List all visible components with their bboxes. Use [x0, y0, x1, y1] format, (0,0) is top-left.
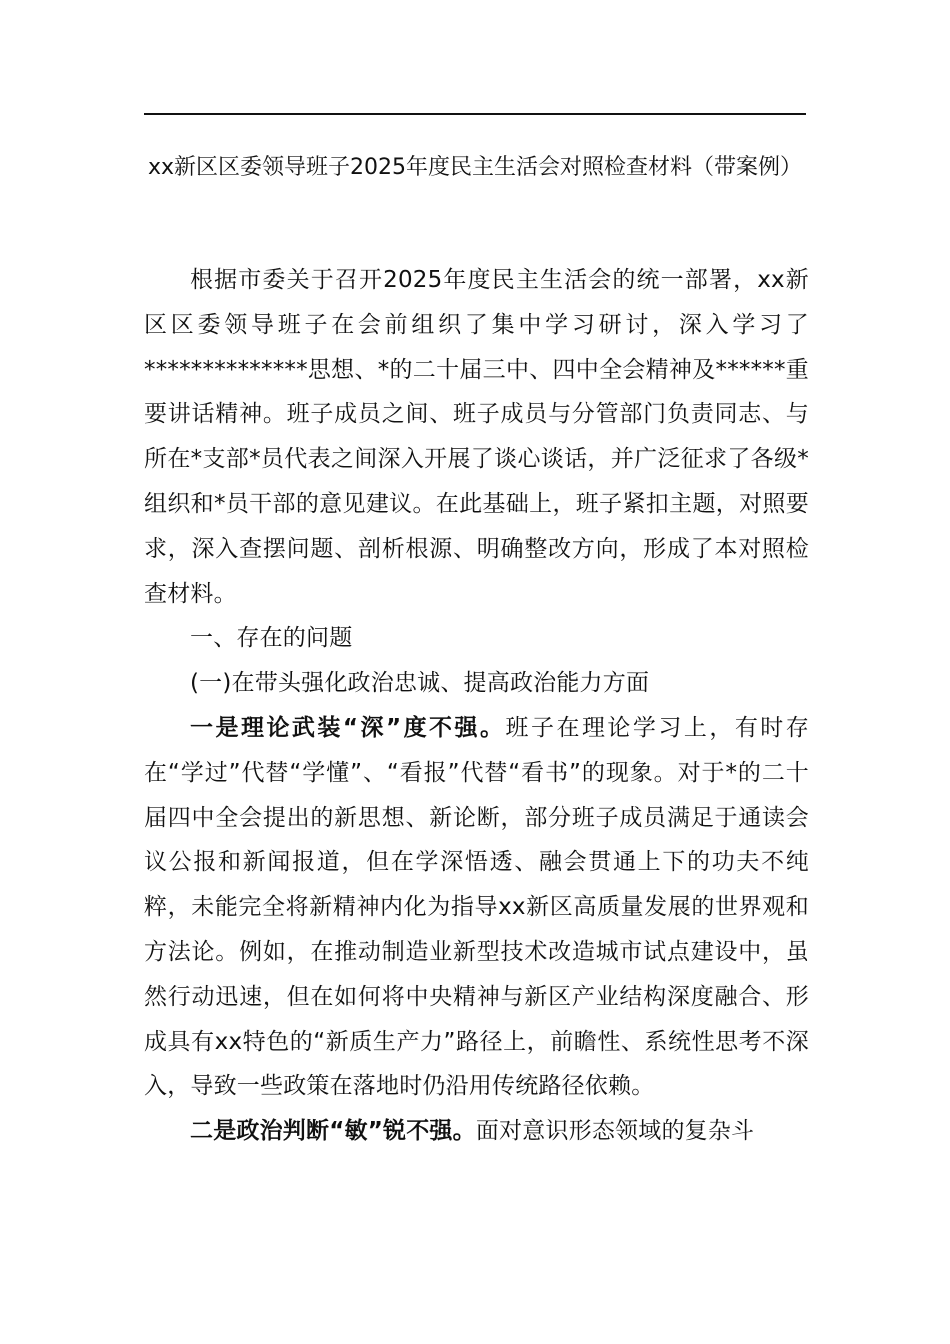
intro-paragraph: 根据市委关于召开2025年度民主生活会的统一部署，xx新区区委领导班子在会前组织了集中学习研讨，深入学习了**************思想、*的二十届三中、四中全会精神及******重要讲话精神。班子成员之间、班子成员与分管部门负责同志、与所在*支部*员代表之间深入开展了谈心谈话，并广泛征求了各级*组织和*员干部的意见建议。在此基础上，班子紧扣主题，对照要求，深入查摆问题、剖析根源、明确整改方向，形成了本对照检查材料。 — [144, 267, 809, 607]
item-1-paragraph — [144, 706, 809, 1109]
item-2-paragraph — [144, 1109, 809, 1154]
item-2-lead: 二是政治判断“敏”锐不强。 — [190, 1118, 476, 1145]
header-rule — [144, 113, 806, 115]
subsection-heading: (一)在带头强化政治忠诚、提高政治能力方面 — [190, 670, 650, 697]
section-heading: 一、存在的问题 — [190, 625, 353, 652]
document-body — [144, 258, 809, 1154]
document-title: xx新区区委领导班子2025年度民主生活会对照检查材料（带案例） — [147, 155, 803, 180]
item-1-text: 班子在理论学习上，有时存在“学过”代替“学懂”、“看报”代替“看书”的现象。对于*的二十届四中全会提出的新思想、新论断，部分班子成员满足于通读会议公报和新闻报道，但在学深悟透、融会贯通上下的功夫不纯粹，未能完全将新精神内化为指导xx新区高质量发展的世界观和方法论。例如，在推动制造业新型技术改造城市试点建设中，虽然行动迅速，但在如何将中央精神与新区产业结构深度融合、形成具有xx特色的“新质生产力”路径上，前瞻性、系统性思考不深入，导致一些政策在落地时仍沿用传统路径依赖。 — [144, 714, 809, 1100]
item-2-text: 面对意识形态领域的复杂斗 — [475, 1118, 755, 1145]
item-1-lead: 一是理论武装“深”度不强。 — [190, 714, 506, 741]
